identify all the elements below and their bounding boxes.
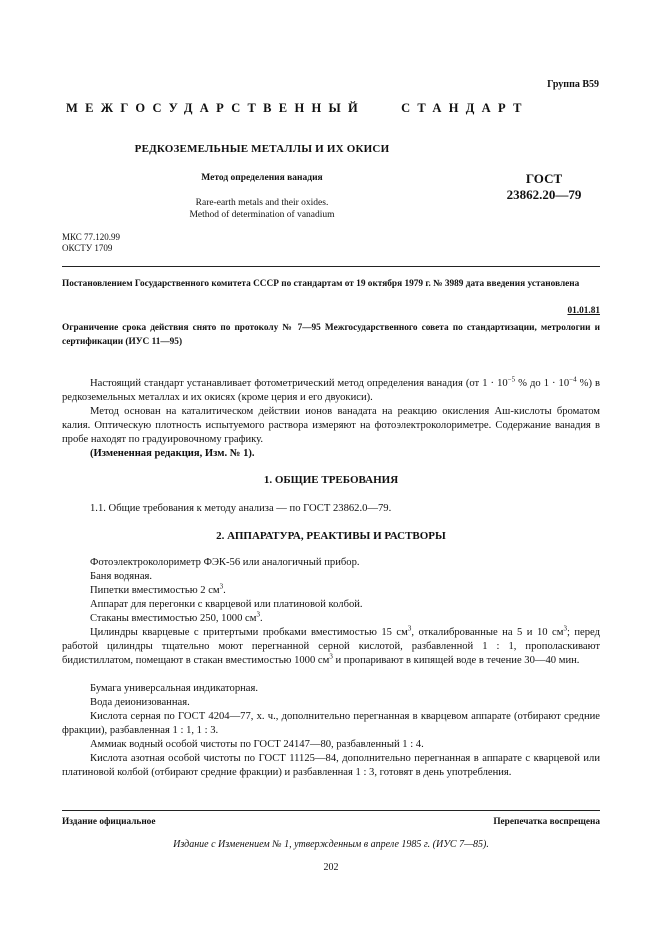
edition-note: Издание с Изменением № 1, утвержденным в апреле 1985 г. (ИУС 7—85).	[173, 839, 489, 850]
superscript: 3	[329, 652, 333, 661]
list-item: Аппарат для перегонки с кварцевой или платиновой колбой.	[90, 599, 363, 610]
list-item	[62, 626, 600, 668]
superscript: 3	[256, 610, 260, 619]
document-subtitle: Метод определения ванадия	[201, 173, 323, 183]
list-item	[62, 584, 600, 598]
banner-right: СТАНДАРТ	[401, 101, 529, 115]
page-number: 202	[323, 862, 339, 873]
intro-paragraph-1	[62, 377, 600, 405]
group-code: Группа В59	[547, 79, 599, 90]
english-title-line-1: Rare-earth metals and their oxides.	[195, 198, 329, 208]
intro-p1-part-c: %) в редкоземельных металлах и их окисях (кроме церия и его двуокиси).	[62, 378, 600, 403]
superscript: 3	[219, 582, 224, 591]
gost-designation	[488, 171, 600, 203]
gost-number: 23862.20—79	[506, 187, 582, 202]
text: , откалиброванные на 5 и 10 см	[411, 627, 564, 638]
gost-label: ГОСТ	[525, 171, 563, 186]
text: и пропаривают в кипящей воде в течение 30—40 мин.	[332, 655, 580, 666]
list-item: Баня водяная.	[90, 571, 153, 582]
standard-banner	[66, 101, 600, 116]
text: Стаканы вместимостью 250, 1000 см	[90, 613, 257, 624]
text: .	[223, 585, 226, 596]
bottom-divider	[62, 810, 600, 811]
exponent: −4	[569, 375, 577, 384]
list-item: Бумага универсальная индикаторная.	[90, 683, 259, 694]
list-item: Кислота азотная особой чистоты по ГОСТ 11125—84, дополнительно перегнанная в аппарате с кварцевой или платиновой колбой (отбирают средние фракции) и разбавленная 1 : 3, готовят в день употребления.	[62, 753, 600, 778]
list-item: Вода деионизованная.	[90, 697, 190, 708]
intro-p1-part-b: % до 1 · 10	[515, 378, 570, 389]
list-item: Фотоэлектроколориметр ФЭК-56 или аналогичный прибор.	[90, 557, 360, 568]
amendment-note: (Измененная редакция, Изм. № 1).	[90, 448, 255, 459]
text: Цилиндры кварцевые с притертыми пробками вместимостью 15 см	[90, 627, 408, 638]
text: .	[259, 613, 263, 624]
mks-code: МКС 77.120.99	[62, 232, 121, 242]
english-title	[122, 197, 402, 221]
okstu-code: ОКСТУ 1709	[62, 243, 113, 253]
list-item	[62, 612, 600, 626]
section-1-heading: 1. ОБЩИЕ ТРЕБОВАНИЯ	[263, 474, 399, 486]
exponent: −5	[507, 375, 516, 384]
section-2-heading: 2. АППАРАТУРА, РЕАКТИВЫ И РАСТВОРЫ	[216, 530, 446, 542]
list-item: Аммиак водный особой чистоты по ГОСТ 24147—80, разбавленный 1 : 4.	[90, 739, 424, 750]
reprint-prohibited-label: Перепечатка воспрещена	[493, 817, 600, 827]
intro-p1-part-a: Настоящий стандарт устанавливает фотометрический метод определения ванадия (от 1 · 10	[90, 378, 508, 389]
document-title: РЕДКОЗЕМЕЛЬНЫЕ МЕТАЛЛЫ И ИХ ОКИСИ	[134, 143, 390, 155]
banner-left: МЕЖГОСУДАРСТВЕННЫЙ	[66, 101, 366, 115]
text: Пипетки вместимостью 2 см	[90, 585, 220, 596]
classification-codes	[62, 232, 120, 254]
intro-paragraph-2: Метод основан на каталитическом действии ионов ванадата на реакцию окисления Аш-кислоты броматом калия. Оптическую плотность испытуемого раствора измеряют на фотоэлектроколориметре. Содержание ванадия в пробе находят по градуировочному графику.	[62, 406, 600, 445]
english-title-line-2: Method of determination of vanadium	[189, 210, 335, 220]
superscript: 3	[407, 624, 412, 633]
top-divider	[62, 266, 600, 267]
official-edition-label: Издание официальное	[62, 817, 156, 827]
superscript: 3	[563, 624, 567, 633]
limit-removal-text: Ограничение срока действия снято по протоколу № 7—95 Межгосударственного совета по стандартизации, метрологии и сертификации (ИУС 11—95)	[62, 323, 600, 347]
text: ; перед работой цилиндры тщательно моют перегнанной серной кислотой, разбавленной 1 : 1, прополаскивают бидистиллатом, помещают в стакан вместимостью 1000 см	[62, 627, 601, 666]
introduction-date: 01.01.81	[567, 306, 600, 316]
list-item: Кислота серная по ГОСТ 4204—77, х. ч., дополнительно перегнанная в кварцевом аппарате (отбирают средние фракции), разбавленная 1 : 1, 1 : 3.	[62, 711, 600, 736]
decree-text: Постановлением Государственного комитета СССР по стандартам от 19 октября 1979 г. № 3989 дата введения установлена	[62, 279, 580, 289]
section-1-paragraph: 1.1. Общие требования к методу анализа — по ГОСТ 23862.0—79.	[90, 503, 392, 514]
